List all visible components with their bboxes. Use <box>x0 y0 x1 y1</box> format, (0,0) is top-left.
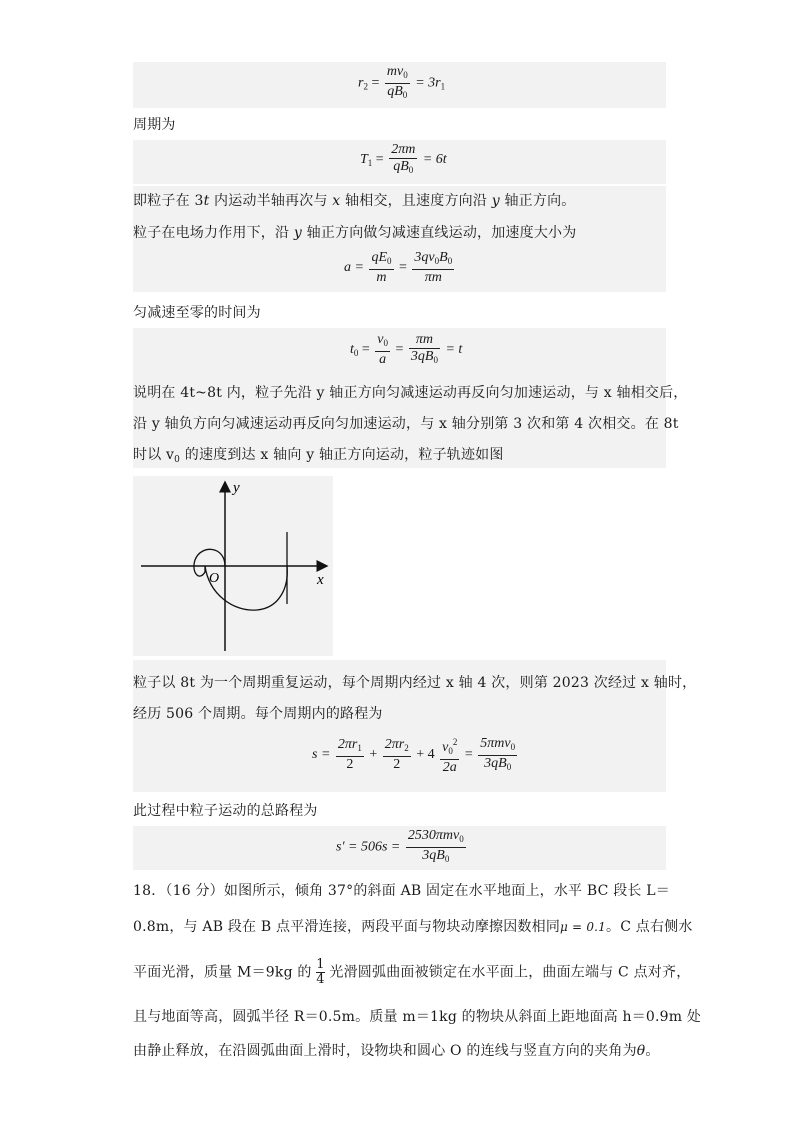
text-period: 周期为 <box>133 117 176 133</box>
text-line-4: 说明在 4t~8t 内，粒子先沿 y 轴正方向匀减速运动再反向匀加速运动，与 x 轴相交后， <box>133 385 688 401</box>
equation-a: a = $\frac{qE_0}{m}$ = $\frac{3qv_0B_0}{\pi m}$ <box>344 250 453 285</box>
equation-T1: $T_1$ = $\frac{2\pi m}{qB_0}$ = 6t <box>360 142 447 175</box>
text-line-7: 粒子以 8t 为一个周期重复运动，每个周期内经过 x 轴 4 次，则第 2023 次经过 x 轴时， <box>133 675 697 691</box>
text-line-2: 粒子在电场力作用下，沿 y 轴正方向做匀减速直线运动，加速度大小为 <box>133 225 577 241</box>
equation-r2: $r_2$ = $\frac{mv_0}{qB_0}$ = $3r_1$ <box>358 64 446 100</box>
y-axis-label: y <box>233 480 240 496</box>
equation-sprime: s′ = 506s = $\frac{2530\pi mv_0}{3qB_0}$ <box>336 828 464 864</box>
q18-line-4: 且与地面等高，圆弧半径 R＝0.5m。质量 m＝1kg 的物块从斜面上距地面高 h＝0.9m 处 <box>133 1009 702 1025</box>
q18-line-2: 0.8m，与 AB 段在 B 点平滑连接，两段平面与物块动摩擦因数相同μ = 0.1。C 点右侧水 <box>133 919 693 935</box>
q18-line-3: 平面光滑，质量 M＝9kg 的 $\frac{1}{4}$ 光滑圆弧曲面被锁定在水平面上，曲面左端与 C 点对齐， <box>133 957 691 987</box>
q18-line-5: 由静止释放，在沿圆弧曲面上滑时，设物块和圆心 O 的连线与竖直方向的夹角为θ。 <box>133 1043 660 1059</box>
text-line-5: 沿 y 轴负方向匀减速运动再反向匀加速运动，与 x 轴分别第 3 次和第 4 次相交。在 8t <box>133 416 679 432</box>
equation-t0: $t_0$ = $\frac{v_0}{a}$ = $\frac{\pi m}{3qB_0}$ = t <box>350 332 463 367</box>
text-line-1: 即粒子在 3t 内运动半轴再次与 x 轴相交，且速度方向沿 y 轴正方向。 <box>133 193 576 209</box>
equation-s: s = $\frac{2\pi r_1}{2}$ + $\frac{2\pi r_2}{2}$ + 4 $\frac{v_0^2}{2a}$ = $\frac{5\pi mv_0}{3qB_0}$ <box>312 735 516 775</box>
x-axis-label: x <box>317 572 324 588</box>
q18-line-1: 18．（16 分）如图所示，倾角 37°的斜面 AB 固定在水平地面上，水平 BC 段长 L＝ <box>133 883 670 899</box>
origin-label: O <box>209 571 220 586</box>
trajectory-diagram <box>133 476 333 656</box>
text-line-9: 此过程中粒子运动的总路程为 <box>133 803 318 819</box>
quarter-fraction: $\frac{1}{4}$ <box>316 957 325 987</box>
text-line-8: 经历 506 个周期。每个周期内的路程为 <box>133 706 383 722</box>
text-line-6: 时以 $v_0$ 的速度到达 x 轴向 y 轴正方向运动，粒子轨迹如图 <box>133 447 504 465</box>
trajectory-figure <box>133 476 333 656</box>
text-line-3: 匀减速至零的时间为 <box>133 305 261 321</box>
